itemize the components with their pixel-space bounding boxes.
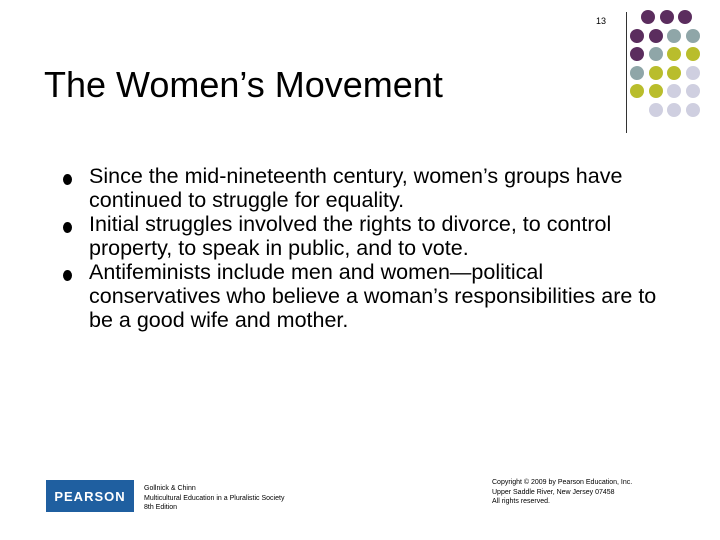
decorative-dot [686, 29, 700, 43]
decorative-dot [667, 103, 681, 117]
bullet-icon [63, 270, 72, 281]
slide-number: 13 [595, 16, 606, 26]
decorative-dot [686, 84, 700, 98]
decorative-dot [630, 66, 644, 80]
footer-edition: 8th Edition [144, 504, 178, 511]
bullet-text: Initial struggles involved the rights to divorce, to control property, to speak in public, and to vote. [89, 212, 612, 260]
bullet-item [60, 212, 670, 260]
footer-book-title: Multicultural Education in a Pluralistic Society [144, 494, 285, 502]
copyright-line: All rights reserved. [492, 498, 550, 505]
decorative-dot [649, 29, 663, 43]
bullet-text: Antifeminists include men and women—political conservatives who believe a woman’s responsibilities are to be a good wife and mother. [89, 260, 657, 332]
decorative-dot [667, 47, 681, 61]
bullet-text: Since the mid-nineteenth century, women’s groups have continued to struggle for equality. [89, 164, 623, 212]
footer-authors: Gollnick & Chinn [144, 485, 196, 492]
decorative-dot [686, 47, 700, 61]
decorative-dot [686, 66, 700, 80]
footer-copyright [492, 478, 632, 507]
decorative-dot [660, 10, 674, 24]
decorative-dot [667, 29, 681, 43]
slide-title: The Women’s Movement [44, 64, 443, 105]
decorative-dot [630, 47, 644, 61]
decorative-dot [630, 84, 644, 98]
decorative-divider [626, 12, 627, 133]
decorative-dot [641, 10, 655, 24]
copyright-line: Upper Saddle River, New Jersey 07458 [492, 488, 615, 496]
bullet-icon [63, 222, 72, 233]
decorative-dot [667, 84, 681, 98]
decorative-dot [649, 66, 663, 80]
decorative-dot [686, 103, 700, 117]
copyright-line: Copyright © 2009 by Pearson Education, Inc. [492, 479, 633, 486]
bullet-list [60, 164, 670, 332]
decorative-dot-grid [630, 10, 718, 120]
bullet-item [60, 164, 670, 212]
decorative-dot [649, 47, 663, 61]
footer-book-info [144, 484, 284, 513]
decorative-dot [649, 84, 663, 98]
decorative-dot [667, 66, 681, 80]
pearson-logo: PEARSON [46, 480, 134, 512]
decorative-dot [678, 10, 692, 24]
decorative-dot [649, 103, 663, 117]
bullet-icon [63, 174, 72, 185]
bullet-item [60, 260, 670, 332]
decorative-dot [630, 29, 644, 43]
